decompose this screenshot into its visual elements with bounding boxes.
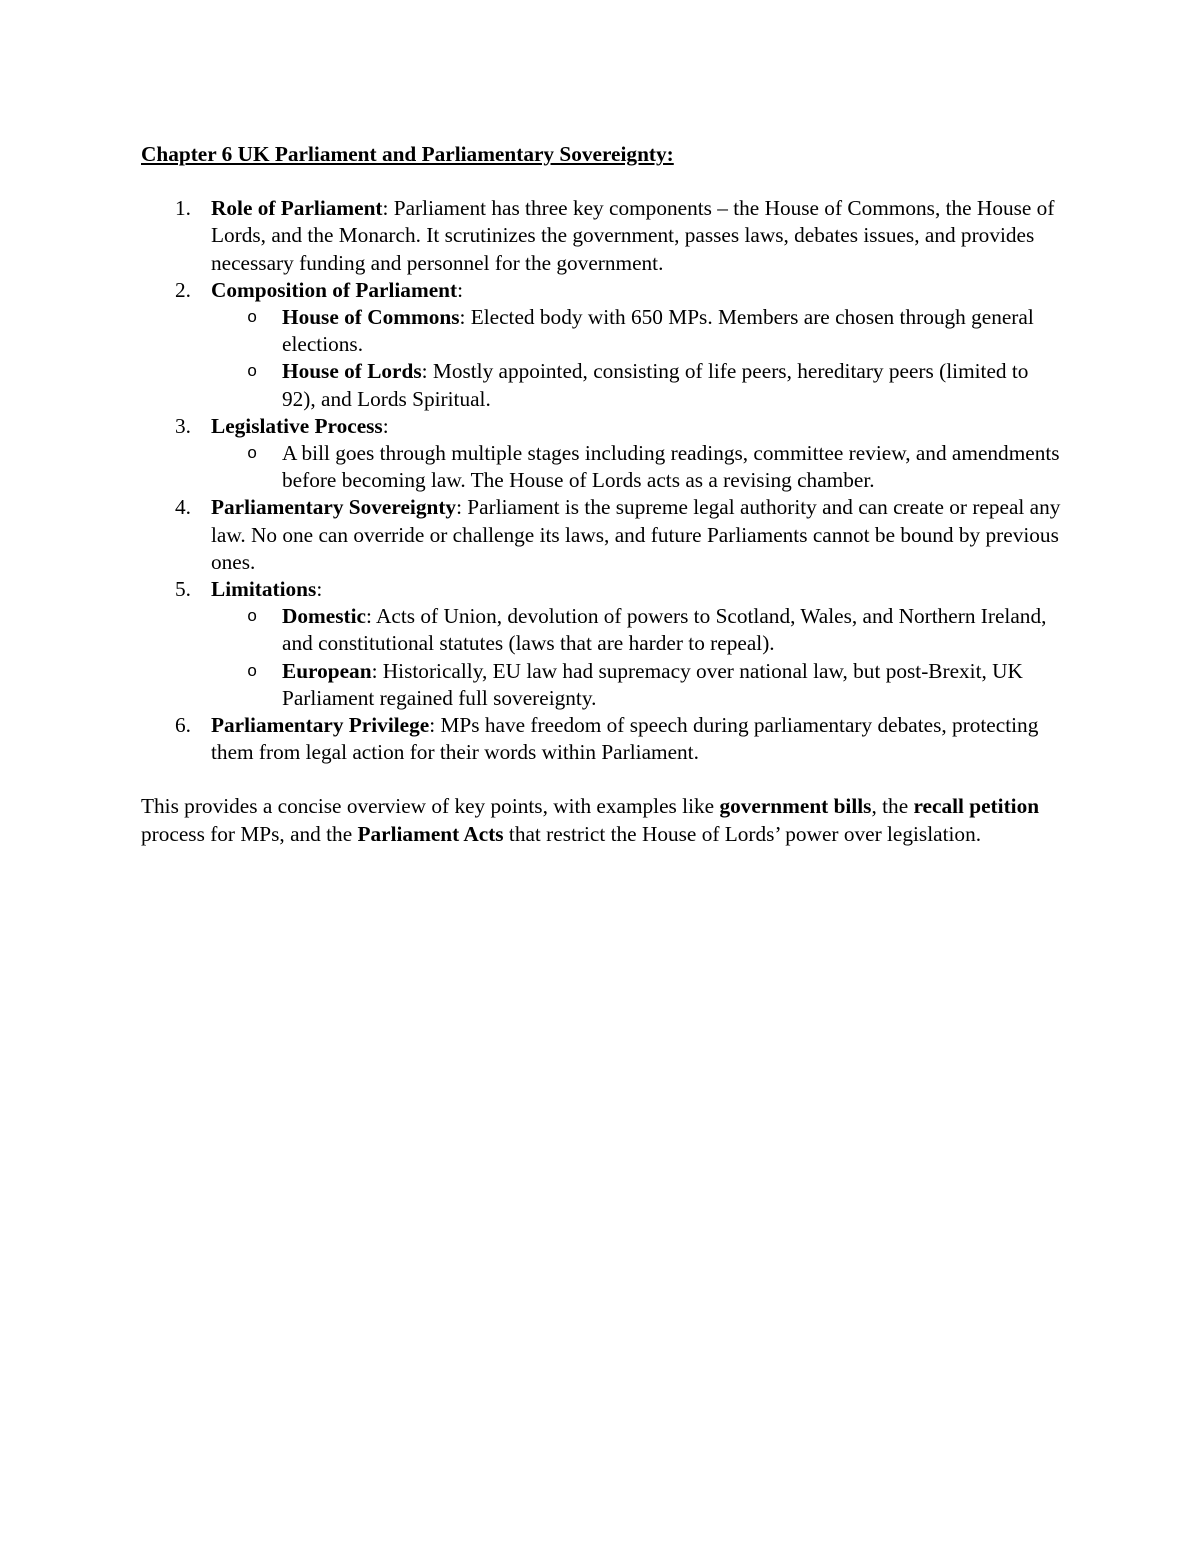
summary-text: This provides a concise overview of key points, with examples like xyxy=(141,794,720,819)
sub-item-text: : Mostly appointed, consisting of life peers, hereditary peers (limited to 92), and Lords Spiritual. xyxy=(282,359,1029,411)
document-title: Chapter 6 UK Parliament and Parliamentary Sovereignty: xyxy=(141,142,674,166)
main-list xyxy=(141,413,1061,440)
item-term: Parliamentary Sovereignty xyxy=(211,495,457,520)
sub-list-item xyxy=(141,603,1061,657)
item-text: : MPs have freedom of speech during parliamentary debates, protecting them from legal action for their words within Parliament. xyxy=(211,713,1039,765)
item-text: : xyxy=(316,577,323,602)
item-term: Composition of Parliament xyxy=(211,277,458,302)
summary-highlight: Parliament Acts xyxy=(357,821,504,846)
sub-list-item xyxy=(141,358,1061,412)
sub-list xyxy=(141,304,1061,413)
bullet-icon: o xyxy=(247,363,258,383)
item-number: 6. xyxy=(175,713,191,738)
list-item xyxy=(141,195,1061,277)
list-item xyxy=(141,712,1061,766)
summary-text: that restrict the House of Lords’ power over legislation. xyxy=(503,821,982,846)
list-item xyxy=(141,576,1061,603)
bullet-icon: o xyxy=(247,608,258,628)
sub-item-term: Domestic xyxy=(282,604,366,629)
bullet-icon: o xyxy=(247,445,258,465)
document-body xyxy=(141,141,1061,848)
summary-highlight: government bills xyxy=(719,794,872,819)
item-term: Limitations xyxy=(211,577,317,602)
sub-item-term: European xyxy=(282,658,372,683)
summary-highlight: recall petition xyxy=(913,794,1040,819)
main-list xyxy=(141,195,1061,304)
item-term: Role of Parliament xyxy=(211,196,383,221)
sub-item-term: House of Commons xyxy=(282,305,460,330)
sub-item-text: : Elected body with 650 MPs. Members are chosen through general elections. xyxy=(282,305,1034,357)
item-number: 5. xyxy=(175,577,191,602)
bullet-icon: o xyxy=(247,662,258,682)
item-number: 2. xyxy=(175,277,191,302)
item-term: Legislative Process xyxy=(211,413,383,438)
list-item xyxy=(141,413,1061,440)
list-item xyxy=(141,494,1061,576)
sub-item-term: House of Lords xyxy=(282,359,422,384)
summary-text: process for MPs, and the xyxy=(141,821,358,846)
item-number: 3. xyxy=(175,413,191,438)
item-text: : Parliament is the supreme legal authority and can create or repeal any law. No one can override or challenge its laws, and future Parliaments cannot be bound by previous ones. xyxy=(211,495,1061,574)
bullet-icon: o xyxy=(247,309,258,329)
item-text: : xyxy=(457,277,464,302)
main-list xyxy=(141,494,1061,603)
sub-item-text: : Historically, EU law had supremacy over national law, but post-Brexit, UK Parliament regained full sovereignty. xyxy=(282,658,1023,710)
sub-list xyxy=(141,440,1061,494)
item-number: 4. xyxy=(175,495,191,520)
main-list xyxy=(141,712,1061,766)
sub-item-text: : Acts of Union, devolution of powers to Scotland, Wales, and Northern Ireland, and constitutional statutes (laws that are harder to repeal). xyxy=(282,604,1047,656)
item-text: : Parliament has three key components – the House of Commons, the House of Lords, and the Monarch. It scrutinizes the government, passes laws, debates issues, and provides necessary funding and personnel for the government. xyxy=(211,196,1055,275)
item-text: : xyxy=(382,413,389,438)
sub-list xyxy=(141,603,1061,712)
list-item xyxy=(141,277,1061,304)
summary-paragraph xyxy=(141,793,1061,847)
sub-list-item xyxy=(141,304,1061,358)
sub-item-text: A bill goes through multiple stages including readings, committee review, and amendments before becoming law. The House of Lords acts as a revising chamber. xyxy=(282,441,1060,493)
sub-list-item xyxy=(141,658,1061,712)
summary-text: , the xyxy=(871,794,914,819)
item-term: Parliamentary Privilege xyxy=(211,713,430,738)
item-number: 1. xyxy=(175,196,191,221)
sub-list-item xyxy=(141,440,1061,494)
